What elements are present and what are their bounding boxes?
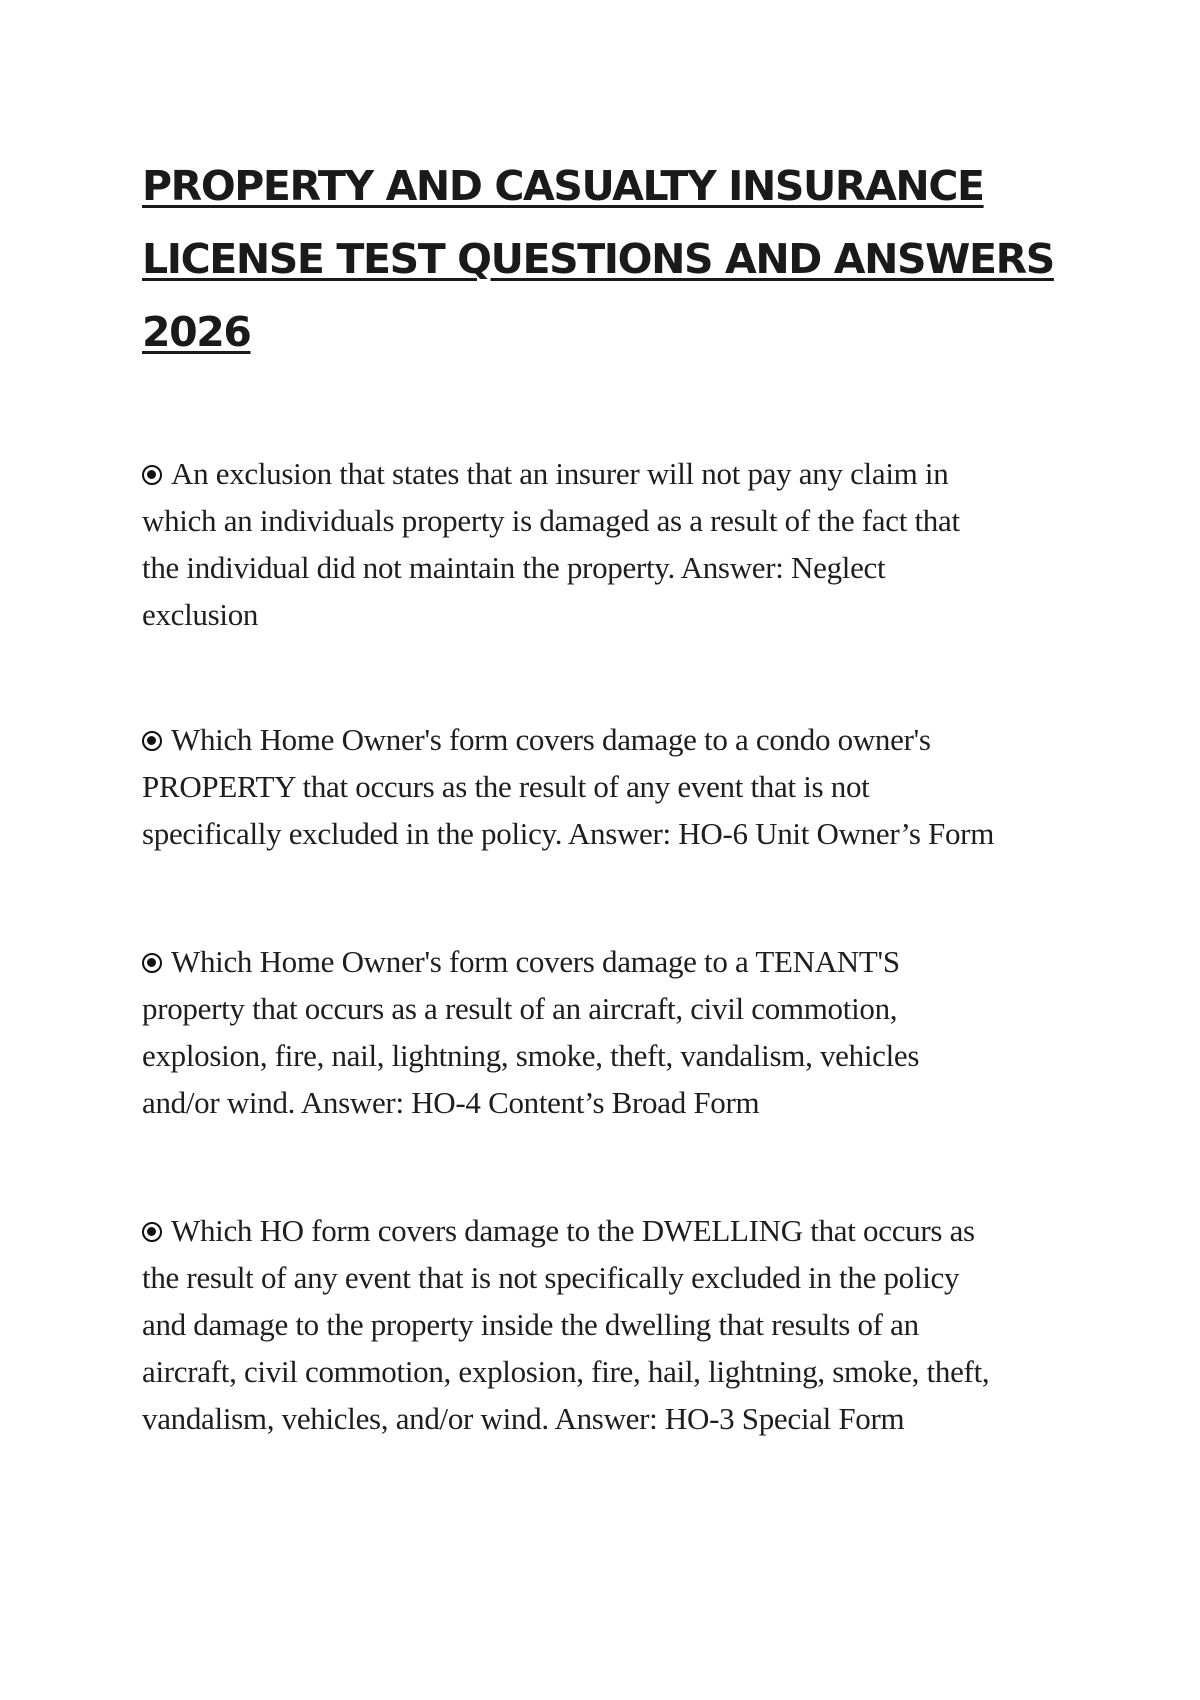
question-text: An exclusion that states that an insurer will not pay any claim in: [171, 456, 949, 491]
question-answer-item: [142, 938, 1072, 1126]
question-line: the result of any event that is not specifically excluded in the policy: [142, 1260, 960, 1295]
radio-bullet-icon: [142, 953, 162, 973]
question-line: exclusion: [142, 597, 259, 632]
question-line: property that occurs as a result of an aircraft, civil commotion,: [142, 991, 898, 1026]
question-answer-item: [142, 1207, 1072, 1442]
question-line: PROPERTY that occurs as the result of any event that is not: [142, 769, 870, 804]
question-line: [142, 450, 1072, 497]
radio-bullet-icon: [142, 465, 162, 485]
question-answer-item: [142, 450, 1072, 638]
question-text: Which HO form covers damage to the DWELLING that occurs as: [171, 1213, 975, 1248]
title-line: LICENSE TEST QUESTIONS AND ANSWERS: [142, 235, 1054, 283]
question-line: which an individuals property is damaged as a result of the fact that: [142, 503, 960, 538]
radio-bullet-icon: [142, 731, 162, 751]
question-line: specifically excluded in the policy. Answer: HO-6 Unit Owner’s Form: [142, 816, 995, 851]
radio-bullet-icon: [142, 1222, 162, 1242]
question-line: [142, 716, 1072, 763]
question-text: Which Home Owner's form covers damage to a TENANT'S: [171, 944, 900, 979]
question-line: vandalism, vehicles, and/or wind. Answer: HO-3 Special Form: [142, 1401, 905, 1436]
question-answer-item: [142, 716, 1072, 857]
question-line: [142, 938, 1072, 985]
question-line: the individual did not maintain the property. Answer: Neglect: [142, 550, 886, 585]
question-line: [142, 1207, 1072, 1254]
question-line: and damage to the property inside the dwelling that results of an: [142, 1307, 919, 1342]
question-line: aircraft, civil commotion, explosion, fire, hail, lightning, smoke, theft,: [142, 1354, 990, 1389]
document-title: [142, 150, 1062, 369]
title-line: PROPERTY AND CASUALTY INSURANCE: [142, 162, 984, 210]
title-line: 2026: [142, 308, 251, 356]
question-line: and/or wind. Answer: HO-4 Content’s Broad Form: [142, 1085, 760, 1120]
question-text: Which Home Owner's form covers damage to a condo owner's: [171, 722, 931, 757]
question-line: explosion, fire, nail, lightning, smoke, theft, vandalism, vehicles: [142, 1038, 920, 1073]
